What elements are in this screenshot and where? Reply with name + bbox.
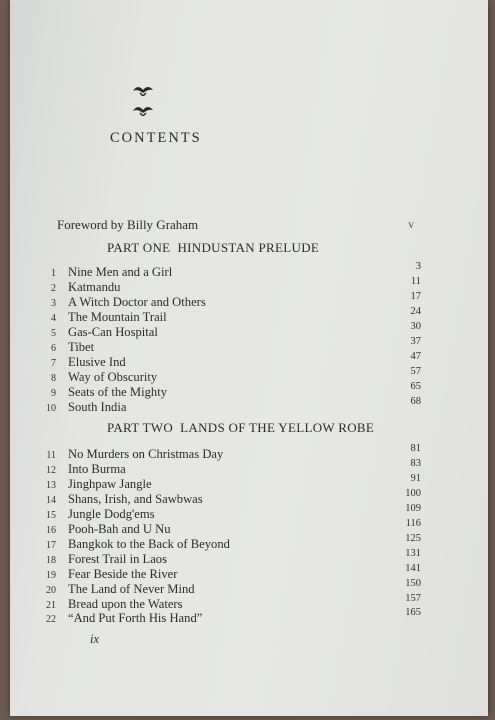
chapter-page-number: 3 bbox=[415, 261, 421, 272]
chapter-number: 3 bbox=[51, 297, 56, 309]
fleuron-ornament-icon bbox=[132, 84, 154, 96]
chapter-number: 22 bbox=[46, 614, 56, 626]
part-two-title: PART TWO LANDS OF THE YELLOW ROBE bbox=[107, 420, 375, 435]
chapter-number: 8 bbox=[51, 372, 56, 384]
chapter-page-number: 125 bbox=[405, 532, 421, 544]
chapter-page-number: 57 bbox=[410, 365, 421, 377]
book-page bbox=[10, 0, 488, 716]
chapter-number: 17 bbox=[46, 539, 56, 551]
fleuron-ornament-icon bbox=[132, 104, 154, 116]
chapter-number: 1 bbox=[51, 268, 56, 279]
chapter-number: 18 bbox=[46, 554, 56, 566]
chapter-number: 11 bbox=[46, 450, 56, 461]
toc-entry bbox=[10, 607, 488, 626]
chapter-page-number: 109 bbox=[405, 502, 421, 514]
chapter-page-number: 30 bbox=[410, 320, 421, 332]
chapter-number: 6 bbox=[51, 342, 56, 354]
foreword-page: v bbox=[408, 217, 414, 231]
chapter-title: Bangkok to the Back of Beyond bbox=[68, 536, 230, 551]
chapter-page-number: 150 bbox=[405, 577, 421, 589]
chapter-page-number: 37 bbox=[410, 335, 421, 347]
chapter-title: No Murders on Christmas Day bbox=[68, 447, 224, 461]
chapter-page-number: 100 bbox=[405, 487, 421, 499]
chapter-page-number: 91 bbox=[410, 472, 421, 484]
chapter-title: Into Burma bbox=[68, 461, 126, 476]
chapter-title: The Mountain Trail bbox=[68, 309, 167, 324]
chapter-number: 9 bbox=[51, 387, 56, 399]
chapter-page-number: 68 bbox=[410, 395, 421, 407]
chapter-title: Pooh-Bah and U Nu bbox=[68, 521, 171, 536]
chapter-page-number: 17 bbox=[410, 290, 421, 302]
chapter-title: The Land of Never Mind bbox=[68, 581, 195, 596]
chapter-page-number: 116 bbox=[405, 517, 421, 529]
chapter-title: Tibet bbox=[68, 339, 95, 354]
chapter-number: 21 bbox=[46, 599, 56, 611]
chapter-title: A Witch Doctor and Others bbox=[68, 294, 206, 309]
chapter-title: Fear Beside the River bbox=[68, 566, 178, 581]
page-folio: ix bbox=[90, 632, 100, 646]
chapter-title: Way of Obscurity bbox=[68, 369, 158, 384]
chapter-page-number: 141 bbox=[405, 562, 421, 574]
chapter-title: Forest Trail in Laos bbox=[68, 551, 168, 566]
chapter-title: Elusive Ind bbox=[68, 354, 126, 369]
chapter-page-number: 24 bbox=[410, 305, 421, 317]
chapter-title: Bread upon the Waters bbox=[68, 596, 183, 611]
chapter-number: 20 bbox=[46, 584, 56, 596]
chapter-title: Shans, Irish, and Sawbwas bbox=[68, 491, 203, 506]
chapter-title: Katmandu bbox=[68, 279, 121, 294]
chapter-number: 14 bbox=[46, 494, 56, 506]
foreword-label: Foreword by Billy Graham bbox=[57, 217, 199, 232]
page-title: CONTENTS bbox=[110, 130, 202, 146]
chapter-title: Seats of the Mighty bbox=[68, 384, 167, 399]
chapter-page-number: 81 bbox=[410, 443, 421, 454]
chapter-number: 5 bbox=[51, 327, 56, 339]
chapter-number: 19 bbox=[46, 569, 56, 581]
chapter-title: “And Put Forth His Hand” bbox=[68, 611, 203, 626]
chapter-page-number: 65 bbox=[410, 380, 421, 392]
chapter-number: 7 bbox=[51, 357, 56, 369]
chapter-title: South India bbox=[68, 399, 127, 414]
chapter-number: 2 bbox=[51, 282, 56, 294]
chapter-page-number: 157 bbox=[405, 592, 421, 604]
chapter-number: 15 bbox=[46, 509, 56, 521]
chapter-page-number: 83 bbox=[410, 457, 421, 469]
chapter-number: 12 bbox=[46, 464, 56, 476]
chapter-number: 16 bbox=[46, 524, 56, 536]
chapter-title: Jungle Dodg'ems bbox=[68, 506, 155, 521]
chapter-title: Gas-Can Hospital bbox=[68, 324, 158, 339]
chapter-title: Jinghpaw Jangle bbox=[68, 476, 152, 491]
chapter-page-number: 165 bbox=[405, 607, 421, 619]
chapter-number: 4 bbox=[51, 312, 56, 324]
chapter-number: 10 bbox=[46, 402, 56, 414]
chapter-page-number: 11 bbox=[410, 275, 421, 287]
toc-entry bbox=[10, 395, 488, 415]
part-one-title: PART ONE HINDUSTAN PRELUDE bbox=[107, 240, 320, 255]
chapter-page-number: 131 bbox=[405, 547, 421, 559]
chapter-number: 13 bbox=[46, 479, 56, 491]
chapter-page-number: 47 bbox=[410, 350, 421, 362]
chapter-title: Nine Men and a Girl bbox=[68, 265, 173, 279]
